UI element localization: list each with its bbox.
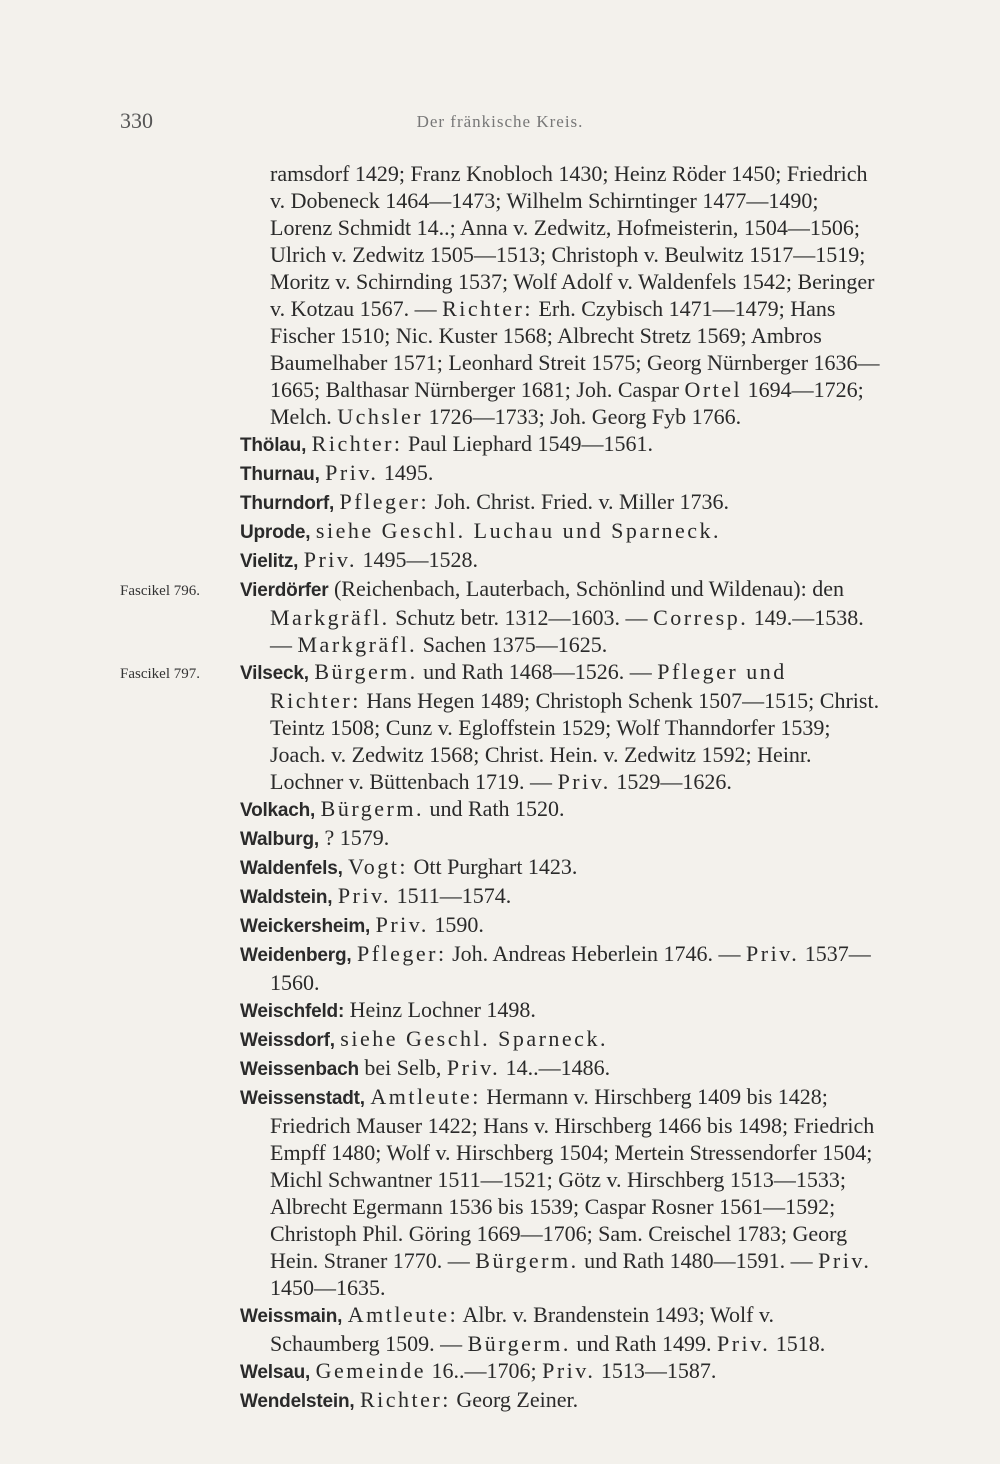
- entry-text: 1495—1528.: [357, 547, 478, 572]
- entry-thurnau: [240, 459, 880, 488]
- entry-weickersheim: [240, 911, 880, 940]
- entry-continuation: [240, 160, 880, 430]
- headword: Thölau,: [240, 435, 307, 456]
- headword: Weidenberg,: [240, 945, 352, 966]
- entry-text: 1450—1635.: [270, 1275, 386, 1300]
- entry-vierdorfer: [120, 575, 880, 658]
- entry-spaced: Pfleger und Richter:: [270, 659, 787, 713]
- headword: Walburg,: [240, 829, 319, 850]
- entry-waldenfels: [240, 853, 880, 882]
- entry-spaced: Pfleger:: [339, 489, 430, 514]
- entry-spaced: Priv.: [557, 769, 611, 794]
- entry-text: Georg Zeiner.: [450, 1387, 579, 1412]
- headword: Vilseck,: [240, 663, 309, 684]
- entry-weissenstadt: [240, 1083, 880, 1301]
- entry-text: 1537—1560.: [270, 941, 871, 995]
- entry-spaced: Bürgerm.: [475, 1248, 579, 1273]
- headword: Vielitz,: [240, 551, 299, 572]
- margin-note: Fascikel 797.: [120, 666, 200, 682]
- entry-text: Hermann v. Hirschberg 1409 bis 1428; Friedrich Mauser 1422; Hans v. Hirschberg 1466 bis 1498; Friedrich Empff 1480; Wolf v. Hirschberg 1504; Mertein Stressendorfer 1504; Michl Schwantner 1511—1521; Götz v. Hirschberg 1513—1533; Albrecht Egermann 1536 bis 1539; Caspar Rosner 1561—1592; Christoph Phil. Göring 1669—1706; Sam. Creischel 1783; Georg Hein. Straner 1770. —: [270, 1084, 875, 1273]
- entry-text: 1518.: [770, 1331, 826, 1356]
- entry-weidenberg: [240, 940, 880, 996]
- entry-weischfeld: [240, 996, 880, 1025]
- headword: Weissenbach: [240, 1059, 359, 1080]
- entry-text: Ott Purghart 1423.: [407, 854, 578, 879]
- entry-spaced: Corresp.: [653, 605, 749, 630]
- entry-spaced: Uchsler: [337, 404, 424, 429]
- headword: Weissdorf,: [240, 1030, 335, 1051]
- entry-text: 149.—1538. —: [270, 605, 864, 657]
- entry-text: Sachen 1375—1625.: [417, 632, 608, 657]
- entry-text: Heinz Lochner 1498.: [344, 997, 536, 1022]
- entry-text: 1495.: [378, 460, 434, 485]
- headword: Waldenfels,: [240, 858, 343, 879]
- entry-waldstein: [240, 882, 880, 911]
- page-number: 330: [120, 108, 153, 133]
- entry-walburg: [240, 824, 880, 853]
- entry-spaced: Priv.: [325, 460, 379, 485]
- entry-uprode: [240, 517, 880, 546]
- headword: Vierdörfer: [240, 580, 329, 601]
- entry-spaced: Priv.: [746, 941, 800, 966]
- entry-text: 1726—1733; Joh. Georg Fyb 1766.: [423, 404, 742, 429]
- entry-spaced: Priv.: [337, 883, 392, 908]
- entry-wendelstein: [240, 1386, 880, 1415]
- entry-text: 1590.: [428, 912, 484, 937]
- entry-text: 1511—1574.: [391, 883, 512, 908]
- entry-spaced: Bürgerm.: [320, 796, 424, 821]
- entry-spaced: Richter:: [359, 1387, 451, 1412]
- entry-tholau: [240, 430, 880, 459]
- entry-spaced: Priv.: [818, 1248, 872, 1273]
- entry-text: Albr. v. Brandenstein 1493; Wolf v. Schaumberg 1509. —: [270, 1302, 774, 1356]
- headword: Thurndorf,: [240, 493, 335, 514]
- entry-spaced: Priv.: [542, 1358, 596, 1383]
- headword: Wendelstein,: [240, 1391, 355, 1412]
- headword: Weickersheim,: [240, 916, 371, 937]
- headword: Volkach,: [240, 800, 316, 821]
- entry-spaced: Vogt:: [348, 854, 408, 879]
- headword: Welsau,: [240, 1362, 311, 1383]
- entry-text: Hans Hegen 1489; Christoph Schenk 1507—1515; Christ. Teintz 1508; Cunz v. Egloffstein 1529; Wolf Thanndorfer 1539; Joach. v. Zedwitz 1568; Christ. Hein. v. Zedwitz 1592; Heinr. Lochner v. Büttenbach 1719. —: [270, 688, 880, 794]
- headword: Waldstein,: [240, 887, 333, 908]
- entry-spaced: Amtleute:: [370, 1084, 481, 1109]
- entry-welsau: [240, 1357, 880, 1386]
- entry-text: ? 1579.: [318, 825, 390, 850]
- entry-text: Erh. Czybisch 1471—1479; Hans Fischer 1510; Nic. Kuster 1568; Albrecht Stretz 1569; Ambros Baumelhaber 1571; Leonhard Streit 1575; Georg Nürnberger 1636—1665; Balthasar Nürnberger 1681; Joh. Caspar: [270, 296, 880, 402]
- entry-text: und Rath 1520.: [423, 796, 565, 821]
- entry-spaced: Markgräfl.: [270, 605, 390, 630]
- entry-spaced: Richter:: [442, 296, 533, 321]
- entry-vielitz: [240, 546, 880, 575]
- headword: Weissenstadt,: [240, 1088, 365, 1109]
- entry-spaced: Ortel: [684, 377, 743, 402]
- entry-spaced: Amtleute:: [347, 1302, 459, 1327]
- entry-spaced: Gemeinde: [315, 1358, 426, 1383]
- entry-spaced: Bürgerm.: [467, 1331, 571, 1356]
- entry-spaced: Priv.: [375, 912, 429, 937]
- entry-spaced: siehe Geschl. Luchau und Sparneck.: [315, 518, 722, 543]
- entry-text: 1694—1726; Melch.: [270, 377, 864, 429]
- entry-text: 1513—1587.: [595, 1358, 717, 1383]
- entry-text: Joh. Andreas Heberlein 1746. —: [446, 941, 747, 966]
- entry-weissenbach: [240, 1054, 880, 1083]
- entry-text: Schutz betr. 1312—1603. —: [389, 605, 654, 630]
- entry-spaced: Priv.: [716, 1331, 771, 1356]
- margin-note: Fascikel 796.: [120, 583, 200, 599]
- entry-text: ramsdorf 1429; Franz Knobloch 1430; Heinz Röder 1450; Friedrich v. Dobeneck 1464—1473; Wilhelm Schirntinger 1477—1490; Lorenz Schmidt 14..; Anna v. Zedwitz, Hofmeisterin, 1504—1506; Ulrich v. Zedwitz 1505—1513; Christoph v. Beulwitz 1517—1519; Moritz v. Schirnding 1537; Wolf Adolf v. Waldenfels 1542; Beringer v. Kotzau 1567. —: [270, 161, 875, 321]
- running-title: Der fränkische Kreis.: [416, 112, 584, 131]
- entry-spaced: Richter:: [311, 431, 403, 456]
- entry-vilseck: [120, 658, 880, 795]
- entry-spaced: Markgräfl.: [297, 632, 418, 657]
- entry-text: und Rath 1468—1526. —: [417, 659, 658, 684]
- entry-text: (Reichenbach, Lauterbach, Schönlind und Wildenau): den: [328, 576, 845, 601]
- headword: Uprode,: [240, 522, 311, 543]
- entry-text: bei Selb,: [358, 1055, 447, 1080]
- entry-spaced: Bürgerm.: [314, 659, 418, 684]
- headword: Weissmain,: [240, 1306, 343, 1327]
- entry-weissdorf: [240, 1025, 880, 1054]
- headword: Thurnau,: [240, 464, 320, 485]
- entry-thurndorf: [240, 488, 880, 517]
- headword: Weischfeld:: [240, 1001, 345, 1022]
- entry-text: und Rath 1480—1591. —: [578, 1248, 819, 1273]
- entry-volkach: [240, 795, 880, 824]
- entry-spaced: siehe Geschl. Sparneck.: [340, 1026, 608, 1051]
- entry-text: 14..—1486.: [500, 1055, 611, 1080]
- entry-spaced: Priv.: [303, 547, 357, 572]
- entry-text: 1529—1626.: [610, 769, 732, 794]
- entry-text: und Rath 1499.: [570, 1331, 717, 1356]
- entry-text: 16..—1706;: [425, 1358, 543, 1383]
- register-entries: [120, 160, 880, 1415]
- entry-spaced: Priv.: [446, 1055, 501, 1080]
- entry-text: Paul Liephard 1549—1561.: [402, 431, 654, 456]
- entry-text: Joh. Christ. Fried. v. Miller 1736.: [429, 489, 730, 514]
- entry-spaced: Pfleger:: [356, 941, 447, 966]
- entry-weissmain: [240, 1301, 880, 1357]
